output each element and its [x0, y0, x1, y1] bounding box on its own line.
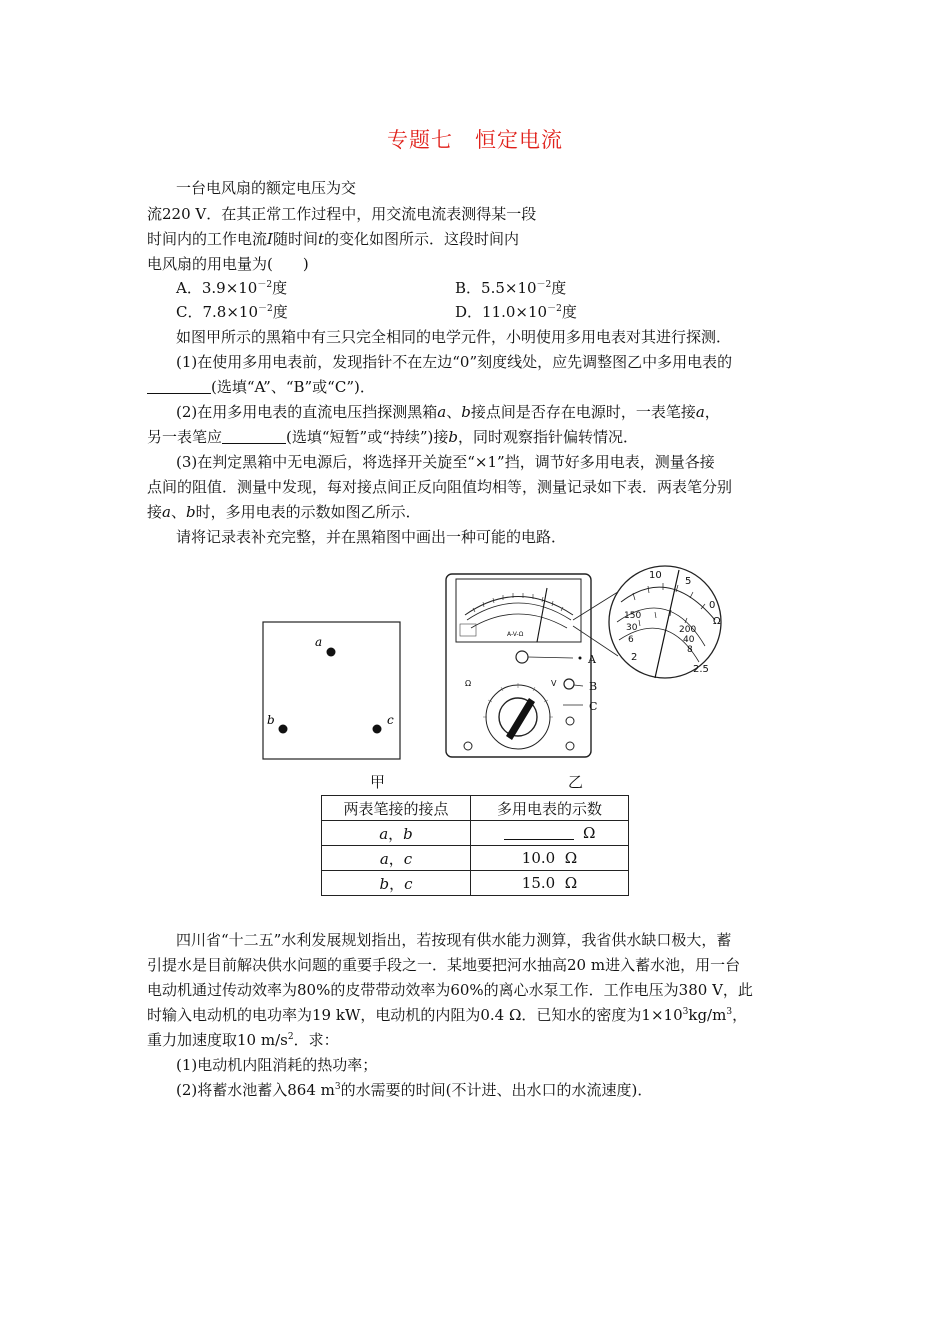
var-t: t: [317, 230, 324, 248]
page-title: 专题七 恒定电流: [387, 128, 563, 152]
q3-line2: 引提水是目前解决供水问题的重要手段之一．某地要把河水抽高20 m进入蓄水池，用一台: [147, 956, 741, 974]
table-header: 两表笔接的接点: [322, 796, 471, 821]
point-label: b: [379, 874, 390, 893]
q3-line4: [147, 1005, 747, 1025]
q1-line4: 电风扇的用电量为( ): [147, 255, 309, 273]
label-b: B: [589, 680, 598, 693]
mag-label: 150: [624, 611, 642, 621]
table-row: [322, 871, 629, 896]
mag-label: 0: [709, 600, 716, 611]
unit: Ω: [564, 874, 578, 892]
separator: ，: [388, 849, 404, 868]
caption-yi: 乙: [568, 773, 584, 791]
reading-value: 10.0: [521, 849, 556, 867]
multimeter-figure: [443, 560, 733, 760]
exponent: 2: [287, 1032, 294, 1042]
q3-text: ．求：: [293, 1031, 339, 1049]
q2-text: 另一表笔应: [147, 428, 223, 446]
label-c: C: [589, 700, 598, 713]
q1-line2: 流220 V．在其正常工作过程中，用交流电流表测得某一段: [147, 205, 537, 223]
exponent: 3: [682, 1007, 689, 1017]
q2-text: 接点间是否存在电源时，一表笔接: [470, 403, 696, 421]
exponent: －2: [258, 304, 273, 314]
q3-text: 时输入电动机的电功率为19 kW，电动机的内阻为0.4 Ω．已知水的密度为1×10: [147, 1006, 683, 1024]
terminal-a-dot: [327, 648, 336, 657]
mag-label: 30: [626, 623, 638, 633]
table-row: [322, 821, 629, 846]
option-c: [176, 302, 288, 322]
answer-blank[interactable]: [222, 429, 286, 444]
q2-text: (2)在用多用电表的直流电压挡探测黑箱: [176, 403, 438, 421]
point-a: a: [162, 503, 171, 521]
zero-adjust-screw: [516, 651, 528, 663]
option-d-text: D．11.0×10: [455, 303, 548, 321]
q1-line3-text: 时间内的工作电流: [147, 230, 268, 248]
q3-text: 的水需要的时间(不计进、出水口的水流速度)．: [340, 1081, 653, 1099]
black-box-outline: [263, 622, 400, 759]
mag-label: 6: [628, 635, 634, 645]
point-b: b: [461, 403, 471, 421]
option-c-text: C．7.8×10: [176, 303, 258, 321]
separator: ，: [388, 824, 404, 843]
q3-text: (2)将蓄水池蓄入864 m: [176, 1081, 335, 1099]
mag-label: Ω: [713, 616, 721, 627]
q2-part1-line1: (1)在使用多用电表前，发现指针不在左边“0”刻度线处，应先调整图乙中多用电表的: [176, 353, 733, 371]
unit: 度: [551, 279, 567, 297]
q3-text: ，: [732, 1006, 748, 1024]
table-cell-points: [322, 821, 471, 846]
meter-avo-label: A-V-Ω: [507, 631, 524, 638]
table-cell-reading: [471, 821, 629, 846]
point-b: b: [448, 428, 459, 446]
exponent: 3: [334, 1082, 341, 1092]
q2-part1-text: (选填“A”、“B”或“C”)．: [211, 378, 375, 396]
exponent: －2: [257, 280, 273, 290]
q2-part3-line1: (3)在判定黑箱中无电源后，将选择开关旋至“×1”挡，调节好多用电表，测量各接: [176, 453, 715, 471]
q3-line1: 四川省“十二五”水利发展规划指出，若按现有供水能力测算，我省供水缺口极大，蓄: [176, 931, 732, 949]
caption-jia: 甲: [370, 773, 386, 791]
unit: 度: [272, 303, 288, 321]
q2-text: ，同时观察指针偏转情况．: [458, 428, 639, 446]
terminal-b-dot: [279, 725, 288, 734]
option-b: [455, 278, 566, 298]
ohm-adjust-knob: [564, 679, 574, 689]
unit: 度: [272, 279, 288, 297]
reading-value: 15.0: [521, 874, 556, 892]
mag-label: 8: [687, 645, 693, 655]
q2-part3-line2: 点间的阻值．测量中发现，每对接点间正反向阻值均相等，测量记录如下表．两表笔分别: [147, 478, 733, 496]
table-cell-points: [322, 846, 471, 871]
mag-label: 5: [685, 576, 692, 587]
q3-sub1: (1)电动机内阻消耗的热功率；: [176, 1056, 378, 1074]
point-label: a: [379, 849, 389, 868]
black-box-figure: [262, 620, 402, 762]
answer-blank[interactable]: [504, 825, 574, 840]
q2-part4: 请将记录表补充完整，并在黑箱图中画出一种可能的电路．: [176, 528, 567, 546]
q3-line5: [147, 1030, 339, 1050]
terminal-c-dot: [373, 725, 382, 734]
option-a: [176, 278, 287, 298]
point-label: c: [404, 874, 413, 893]
table-header-row: [322, 796, 629, 821]
separator: 、: [170, 503, 186, 521]
mag-label: 2: [631, 652, 638, 663]
point-label: c: [403, 849, 413, 868]
dial-omega-label: Ω: [465, 679, 472, 688]
q3-text: 重力加速度取10 m/s: [147, 1031, 288, 1049]
exponent: －2: [547, 304, 562, 314]
table-row: [322, 846, 629, 871]
dial-v-label: V: [551, 679, 557, 688]
q2-text: 时，多用电表的示数如图乙所示．: [195, 503, 421, 521]
record-table: [321, 795, 629, 896]
point-label: a: [379, 824, 389, 843]
terminal-b-label: b: [267, 713, 275, 727]
label-a: A: [588, 653, 596, 666]
q2-intro: 如图甲所示的黑箱中有三只完全相同的电学元件，小明使用多用电表对其进行探测．: [176, 328, 732, 346]
mag-label: 40: [683, 635, 695, 645]
answer-blank[interactable]: [147, 379, 211, 394]
table-cell-reading: [471, 846, 629, 871]
exponent: －2: [536, 280, 552, 290]
separator: 、: [446, 403, 462, 421]
terminal-c-label: c: [387, 713, 394, 727]
option-b-text: B．5.5×10: [455, 279, 537, 297]
table-cell-reading: [471, 871, 629, 896]
q3-text: kg/m: [688, 1006, 727, 1024]
q2-text: (选填“短暂”或“持续”)接: [286, 428, 449, 446]
magnifier-circle: [609, 566, 721, 678]
exponent: 3: [726, 1007, 733, 1017]
mag-label: 200: [679, 625, 697, 635]
q2-part2-line2: [147, 427, 638, 447]
unit: Ω: [583, 824, 596, 842]
terminal-a-label: a: [315, 635, 323, 649]
unit: 度: [561, 303, 577, 321]
leader-dot: [579, 657, 582, 660]
option-a-text: A．3.9×10: [176, 279, 258, 297]
q3-sub2: [176, 1080, 652, 1100]
point-label: b: [403, 824, 413, 843]
q2-part1-line2: [147, 377, 375, 397]
table-cell-points: [322, 871, 471, 896]
q1-line1: 一台电风扇的额定电压为交: [176, 179, 357, 197]
separator: ，: [704, 403, 720, 421]
mag-label: 10: [649, 570, 662, 581]
point-a: a: [437, 403, 447, 421]
q3-line3: 电动机通过传动效率为80%的皮带带动效率为60%的离心水泵工作．工作电压为380 V，此: [147, 981, 753, 999]
mag-label: 2.5: [693, 664, 709, 675]
q1-line3-text: 随时间: [272, 230, 318, 248]
unit: Ω: [564, 849, 578, 867]
point-a: a: [695, 403, 705, 421]
q2-text: 接: [147, 503, 163, 521]
q2-part2-line1: [176, 402, 720, 422]
separator: ，: [389, 874, 405, 893]
table-header: 多用电表的示数: [471, 796, 629, 821]
q2-part3-line3: [147, 502, 421, 522]
q1-line3-text: 的变化如图所示．这段时间内: [324, 230, 520, 248]
var-i: I: [267, 230, 273, 248]
option-d: [455, 302, 577, 322]
point-b: b: [185, 503, 196, 521]
q1-line3: [147, 229, 519, 249]
